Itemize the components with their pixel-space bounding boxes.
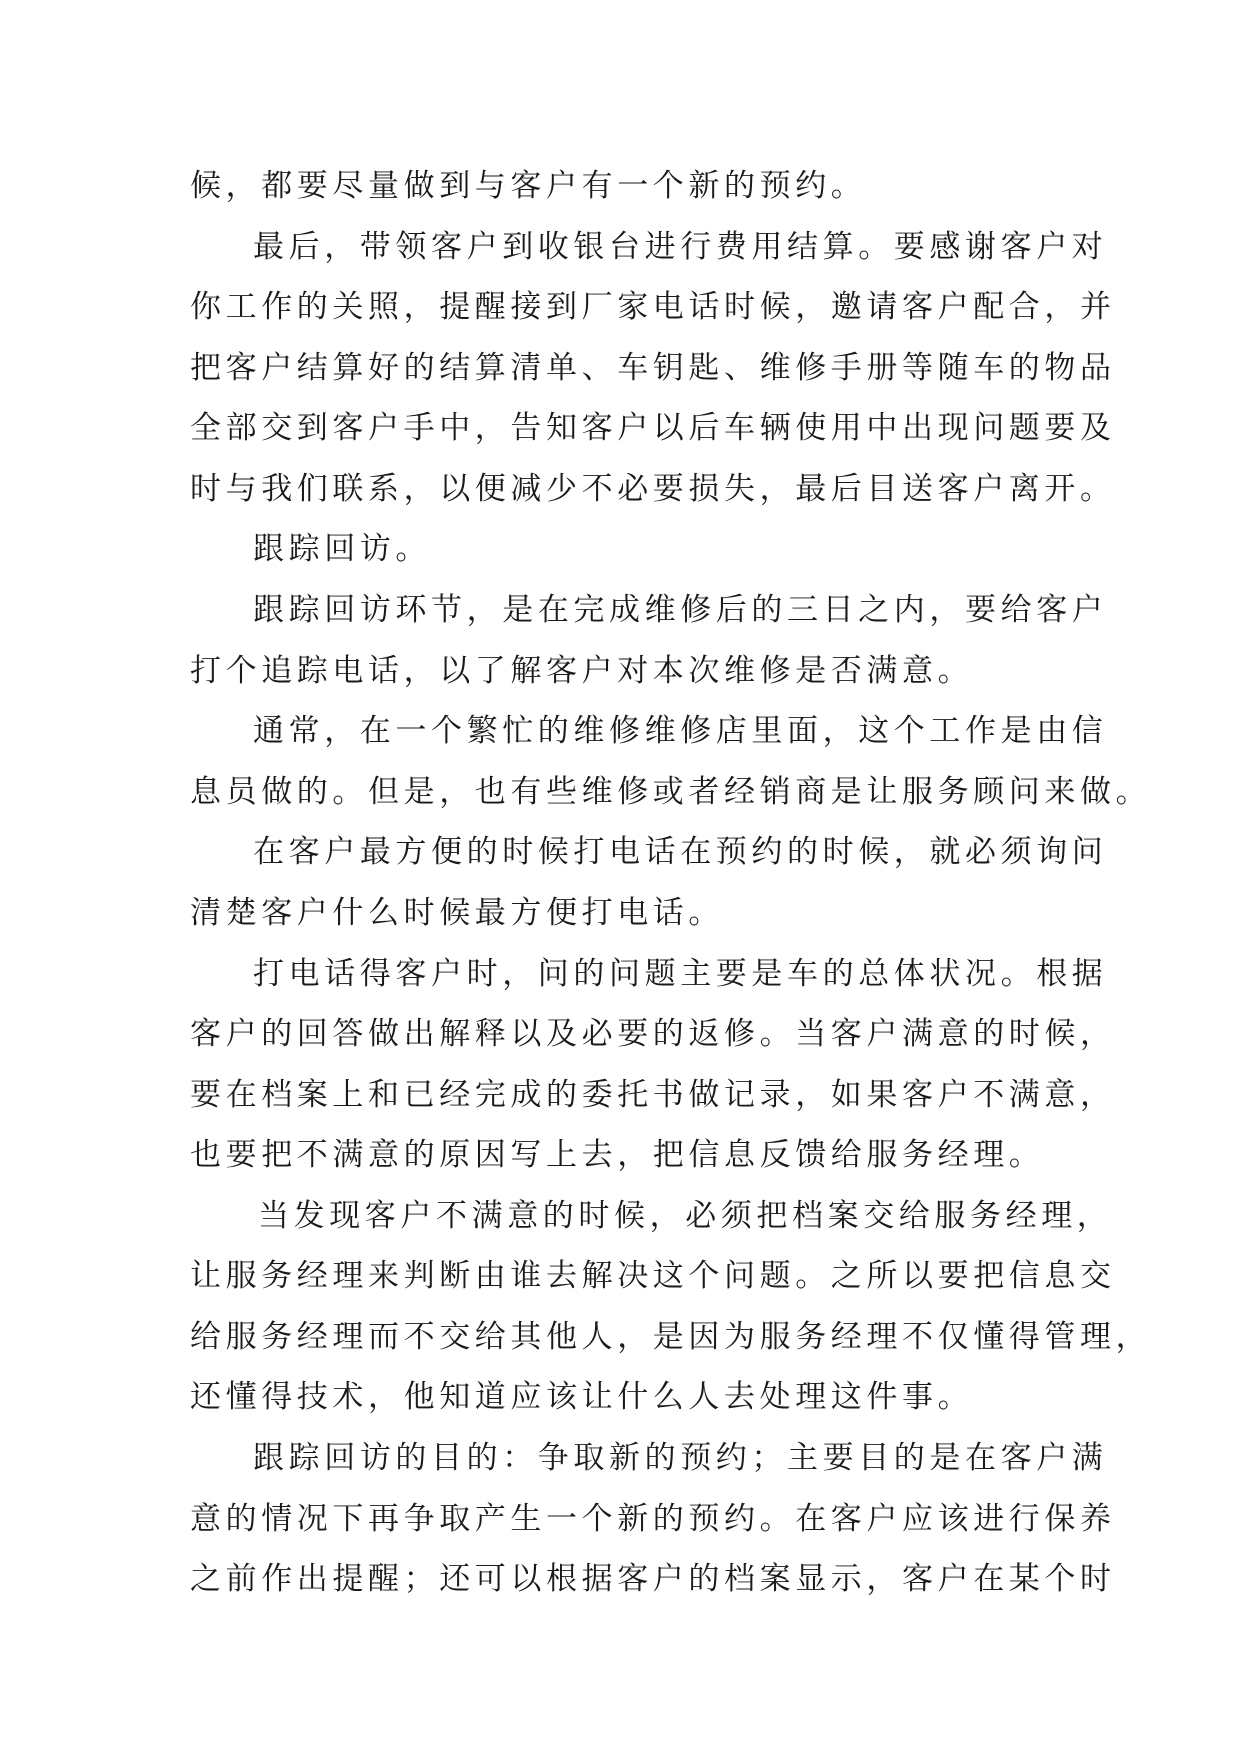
- text-line: 你工作的关照，提醒接到厂家电话时候，邀请客户配合，并: [190, 289, 1116, 325]
- text-line: 也要把不满意的原因写上去，把信息反馈给服务经理。: [190, 1137, 1045, 1173]
- text-line: 给服务经理而不交给其他人，是因为服务经理不仅懂得管理，: [190, 1319, 1152, 1355]
- text-line: 把客户结算好的结算清单、车钥匙、维修手册等随车的物品: [190, 350, 1116, 386]
- text-line: 通常，在一个繁忙的维修维修店里面，这个工作是由信: [253, 713, 1108, 749]
- text-line: 之前作出提醒；还可以根据客户的档案显示，客户在某个时: [190, 1561, 1116, 1597]
- text-line: 要在档案上和已经完成的委托书做记录，如果客户不满意，: [190, 1077, 1116, 1113]
- text-line: 在客户最方便的时候打电话在预约的时候，就必须询问: [253, 834, 1108, 870]
- text-line: 清楚客户什么时候最方便打电话。: [190, 895, 724, 931]
- text-line: 跟踪回访。: [253, 531, 431, 567]
- text-line: 息员做的。但是，也有些维修或者经销商是让服务顾问来做。: [190, 774, 1152, 810]
- text-line: 跟踪回访环节，是在完成维修后的三日之内，要给客户: [253, 592, 1108, 628]
- text-line: 最后，带领客户到收银台进行费用结算。要感谢客户对: [253, 229, 1108, 265]
- text-line: 时与我们联系，以便减少不必要损失，最后目送客户离开。: [190, 471, 1116, 507]
- text-line: 当发现客户不满意的时候，必须把档案交给服务经理，: [258, 1198, 1113, 1234]
- text-line: 还懂得技术，他知道应该让什么人去处理这件事。: [190, 1379, 974, 1415]
- text-line: 打个追踪电话，以了解客户对本次维修是否满意。: [190, 653, 974, 689]
- text-line: 跟踪回访的目的：争取新的预约；主要目的是在客户满: [253, 1440, 1108, 1476]
- text-line: 候，都要尽量做到与客户有一个新的预约。: [190, 168, 867, 204]
- text-line: 打电话得客户时，问的问题主要是车的总体状况。根据: [253, 956, 1108, 992]
- text-line: 全部交到客户手中，告知客户以后车辆使用中出现问题要及: [190, 410, 1116, 446]
- text-line: 客户的回答做出解释以及必要的返修。当客户满意的时候，: [190, 1016, 1116, 1052]
- text-line: 意的情况下再争取产生一个新的预约。在客户应该进行保养: [190, 1501, 1116, 1537]
- text-line: 让服务经理来判断由谁去解决这个问题。之所以要把信息交: [190, 1258, 1116, 1294]
